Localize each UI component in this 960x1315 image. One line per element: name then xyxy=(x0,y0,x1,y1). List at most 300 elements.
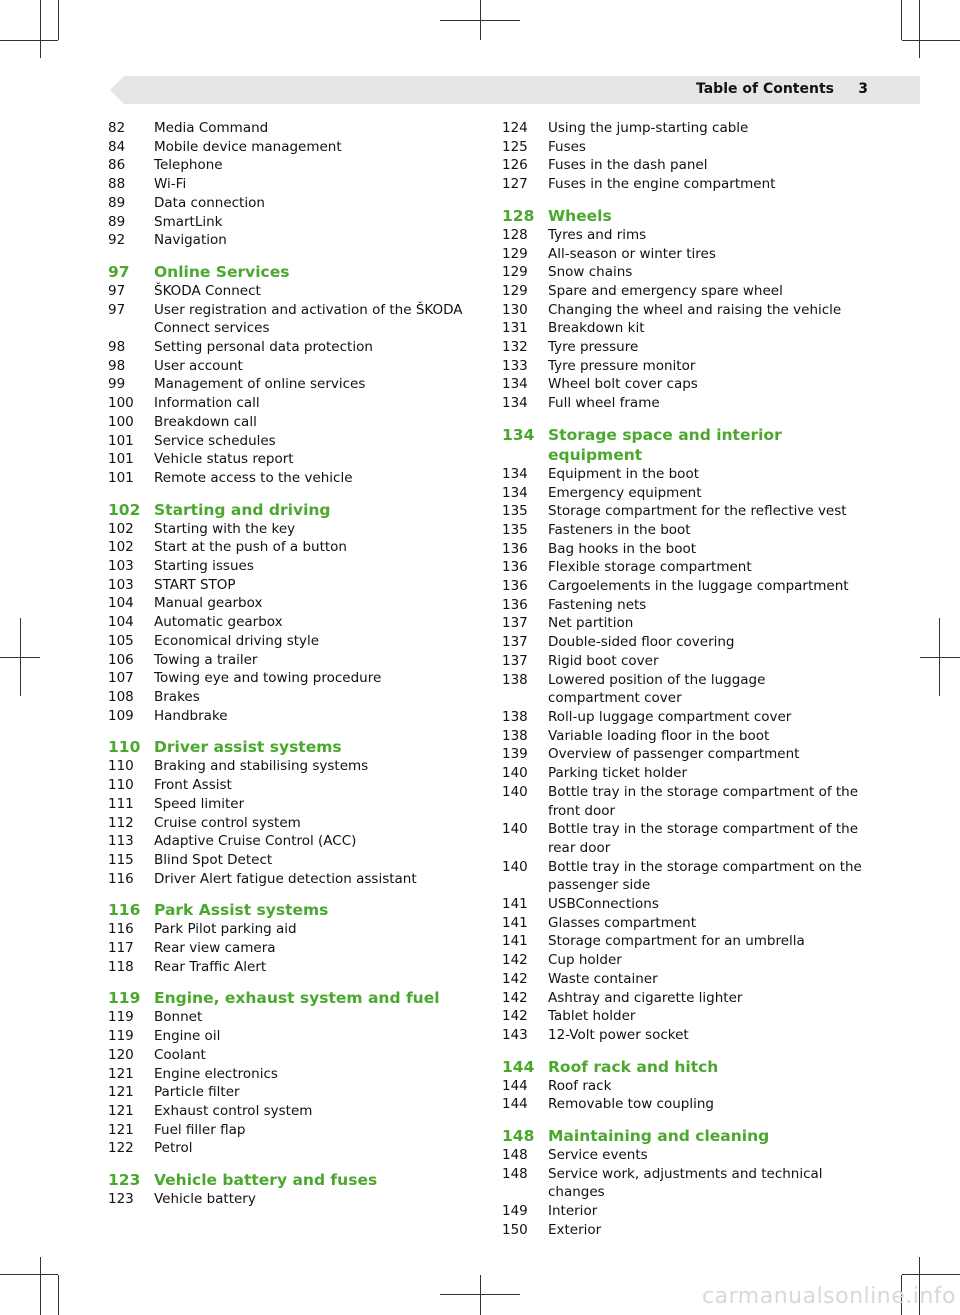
entry-title: Tablet holder xyxy=(548,1008,636,1025)
section-heading[interactable] xyxy=(502,1057,874,1077)
section-heading[interactable] xyxy=(502,206,874,226)
toc-entry[interactable] xyxy=(108,394,480,413)
toc-entry[interactable] xyxy=(108,357,480,376)
toc-entry[interactable] xyxy=(502,484,874,503)
entry-page-number: 138 xyxy=(502,727,528,744)
toc-entry[interactable] xyxy=(108,870,480,889)
entry-page-number: 124 xyxy=(502,120,528,136)
entry-title: Removable tow coupling xyxy=(548,1096,714,1113)
entry-title: Starting issues xyxy=(154,558,254,575)
toc-entry[interactable] xyxy=(108,757,480,776)
toc-entry[interactable] xyxy=(502,282,874,301)
entry-title: Cruise control system xyxy=(154,814,301,831)
toc-entry[interactable] xyxy=(108,1065,480,1084)
entry-title: Net partition xyxy=(548,615,634,632)
toc-section xyxy=(108,737,480,888)
toc-entry[interactable] xyxy=(108,939,480,958)
entry-title: Towing a trailer xyxy=(154,651,258,668)
entry-title: Interior xyxy=(548,1203,598,1220)
entry-title: Tyre pressure xyxy=(548,339,639,356)
entry-page-number: 119 xyxy=(108,1009,134,1026)
section-page-number: 128 xyxy=(502,206,535,225)
entry-page-number: 136 xyxy=(502,559,528,576)
entry-title: Roof rack xyxy=(548,1077,612,1094)
entry-page-number: 134 xyxy=(502,376,528,393)
crop-mark xyxy=(920,657,960,658)
toc-section xyxy=(108,1170,480,1209)
entry-title: Particle filter xyxy=(154,1084,240,1101)
entry-page-number: 112 xyxy=(108,814,134,831)
crop-mark xyxy=(58,0,59,40)
section-heading[interactable] xyxy=(502,425,874,465)
toc-entry[interactable] xyxy=(108,538,480,557)
toc-entry[interactable] xyxy=(502,858,874,895)
entry-page-number: 134 xyxy=(502,395,528,412)
toc-entry[interactable] xyxy=(502,1095,874,1114)
toc-entry[interactable] xyxy=(502,521,874,540)
entry-page-number: 116 xyxy=(108,921,134,938)
entry-title: User registration and activation of the ŠKODA Connect services xyxy=(154,301,463,337)
section-title: Roof rack and hitch xyxy=(548,1057,719,1076)
entry-title: Telephone xyxy=(154,157,223,174)
entry-page-number: 100 xyxy=(108,395,134,412)
entry-title: Using the jump-starting cable xyxy=(548,120,749,136)
section-page-number: 110 xyxy=(108,738,141,757)
toc-entry[interactable] xyxy=(502,820,874,857)
entry-title: Coolant xyxy=(154,1046,206,1063)
toc-entry[interactable] xyxy=(502,895,874,914)
entry-title: Ashtray and cigarette lighter xyxy=(548,989,743,1006)
entry-title: Rigid boot cover xyxy=(548,652,659,669)
toc-entry[interactable] xyxy=(502,1077,874,1096)
toc-entry[interactable] xyxy=(108,282,480,301)
entry-title: Full wheel frame xyxy=(548,395,660,412)
entry-title: Data connection xyxy=(154,194,265,211)
entry-title: Exhaust control system xyxy=(154,1102,313,1119)
entry-page-number: 102 xyxy=(108,520,134,537)
toc-section xyxy=(108,119,480,250)
entry-page-number: 111 xyxy=(108,795,134,812)
toc-section xyxy=(502,1057,874,1114)
toc-entry[interactable] xyxy=(502,263,874,282)
toc-entry[interactable] xyxy=(502,394,874,413)
entry-page-number: 140 xyxy=(502,858,528,875)
entry-title: Waste container xyxy=(548,970,658,987)
crop-mark xyxy=(939,618,940,696)
entry-page-number: 98 xyxy=(108,339,126,356)
entry-title: Start at the push of a button xyxy=(154,539,347,556)
entry-title: Adaptive Cruise Control (ACC) xyxy=(154,833,357,850)
section-page-number: 144 xyxy=(502,1057,535,1076)
section-page-number: 116 xyxy=(108,901,141,920)
entry-title: Fuses in the dash panel xyxy=(548,157,708,174)
crop-mark xyxy=(20,618,21,696)
entry-title: Tyres and rims xyxy=(548,226,647,243)
entry-title: Service schedules xyxy=(154,432,276,449)
entry-title: Breakdown call xyxy=(154,413,257,430)
toc-entry[interactable] xyxy=(502,301,874,320)
toc-section xyxy=(108,262,480,488)
entry-page-number: 141 xyxy=(502,914,528,931)
toc-entry[interactable] xyxy=(108,1046,480,1065)
entry-page-number: 141 xyxy=(502,933,528,950)
entry-page-number: 100 xyxy=(108,413,134,430)
entry-page-number: 89 xyxy=(108,194,126,211)
entry-title: START STOP xyxy=(154,576,236,593)
section-page-number: 97 xyxy=(108,262,130,281)
entry-page-number: 125 xyxy=(502,138,528,155)
toc-entry[interactable] xyxy=(108,450,480,469)
entry-page-number: 134 xyxy=(502,465,528,482)
entry-page-number: 148 xyxy=(502,1165,528,1182)
toc-entry[interactable] xyxy=(502,540,874,559)
toc-entry[interactable] xyxy=(502,558,874,577)
entry-title: Service work, adjustments and technical changes xyxy=(548,1165,823,1201)
entry-page-number: 130 xyxy=(502,301,528,318)
toc-entry[interactable] xyxy=(502,226,874,245)
entry-page-number: 104 xyxy=(108,614,134,631)
toc-entry[interactable] xyxy=(108,175,480,194)
entry-page-number: 140 xyxy=(502,821,528,838)
toc-entry[interactable] xyxy=(108,301,480,338)
entry-title: Variable loading floor in the boot xyxy=(548,727,770,744)
entry-title: Exterior xyxy=(548,1221,602,1238)
section-page-number: 119 xyxy=(108,989,141,1008)
entry-title: Engine oil xyxy=(154,1028,221,1045)
toc-entry[interactable] xyxy=(108,520,480,539)
section-heading[interactable] xyxy=(108,737,480,757)
entry-page-number: 140 xyxy=(502,783,528,800)
toc-entry[interactable] xyxy=(108,1083,480,1102)
toc-entry[interactable] xyxy=(108,1190,480,1209)
toc-entry[interactable] xyxy=(502,951,874,970)
toc-entry[interactable] xyxy=(502,1165,874,1202)
entry-page-number: 120 xyxy=(108,1046,134,1063)
entry-page-number: 89 xyxy=(108,213,126,230)
entry-title: SmartLink xyxy=(154,213,223,230)
entry-page-number: 128 xyxy=(502,226,528,243)
entry-title: Remote access to the vehicle xyxy=(154,469,353,486)
entry-page-number: 127 xyxy=(502,176,528,193)
entry-title: Lowered position of the luggage compartment cover xyxy=(548,671,766,707)
toc-section xyxy=(502,206,874,413)
entry-title: Storage compartment for the reflective vest xyxy=(548,503,847,520)
section-page-number: 148 xyxy=(502,1127,535,1146)
entry-page-number: 119 xyxy=(108,1028,134,1045)
entry-page-number: 86 xyxy=(108,157,126,174)
entry-page-number: 135 xyxy=(502,503,528,520)
entry-page-number: 101 xyxy=(108,451,134,468)
toc-entry[interactable] xyxy=(108,194,480,213)
toc-entry[interactable] xyxy=(502,727,874,746)
entry-title: Overview of passenger compartment xyxy=(548,746,800,763)
toc-entry[interactable] xyxy=(502,119,874,138)
section-heading[interactable] xyxy=(108,262,480,282)
entry-page-number: 142 xyxy=(502,952,528,969)
entry-title: Vehicle battery xyxy=(154,1191,256,1208)
entry-title: User account xyxy=(154,357,243,374)
toc-entry[interactable] xyxy=(108,1102,480,1121)
entry-page-number: 98 xyxy=(108,357,126,374)
entry-title: Navigation xyxy=(154,232,227,249)
toc-entry[interactable] xyxy=(502,596,874,615)
entry-title: Brakes xyxy=(154,688,200,705)
section-heading[interactable] xyxy=(108,988,480,1008)
section-page-number: 123 xyxy=(108,1171,141,1190)
toc-entry[interactable] xyxy=(502,970,874,989)
entry-page-number: 113 xyxy=(108,833,134,850)
section-title: Starting and driving xyxy=(154,500,331,519)
toc-entry[interactable] xyxy=(502,577,874,596)
entry-page-number: 137 xyxy=(502,634,528,651)
crop-mark xyxy=(902,40,960,41)
entry-title: Fuses in the engine compartment xyxy=(548,176,776,193)
entry-title: Driver Alert fatigue detection assistant xyxy=(154,870,417,887)
entry-page-number: 101 xyxy=(108,469,134,486)
toc-entry[interactable] xyxy=(108,338,480,357)
toc-entry[interactable] xyxy=(502,914,874,933)
section-page-number: 102 xyxy=(108,500,141,519)
entry-page-number: 129 xyxy=(502,264,528,281)
entry-title: Snow chains xyxy=(548,264,633,281)
section-title: Engine, exhaust system and fuel xyxy=(154,989,440,1008)
entry-title: Glasses compartment xyxy=(548,914,697,931)
entry-page-number: 129 xyxy=(502,245,528,262)
entry-title: Bottle tray in the storage compartment of the front door xyxy=(548,783,859,819)
toc-entry[interactable] xyxy=(502,319,874,338)
toc-entry[interactable] xyxy=(502,764,874,783)
entry-title: Bonnet xyxy=(154,1009,203,1026)
toc-entry[interactable] xyxy=(502,1026,874,1045)
entry-page-number: 121 xyxy=(108,1084,134,1101)
entry-title: Mobile device management xyxy=(154,138,342,155)
toc-entry[interactable] xyxy=(502,375,874,394)
toc-entry[interactable] xyxy=(108,651,480,670)
entry-page-number: 117 xyxy=(108,940,134,957)
toc-entry[interactable] xyxy=(502,932,874,951)
entry-title: Storage compartment for an umbrella xyxy=(548,933,805,950)
toc-entry[interactable] xyxy=(502,708,874,727)
entry-title: Starting with the key xyxy=(154,520,296,537)
entry-title: Rear view camera xyxy=(154,940,276,957)
toc-entry[interactable] xyxy=(502,633,874,652)
entry-page-number: 121 xyxy=(108,1065,134,1082)
entry-page-number: 88 xyxy=(108,176,126,193)
entry-page-number: 138 xyxy=(502,708,528,725)
toc-entry[interactable] xyxy=(502,1221,874,1240)
toc-entry[interactable] xyxy=(502,652,874,671)
crop-mark xyxy=(58,1275,59,1315)
toc-entry[interactable] xyxy=(108,375,480,394)
toc-entry[interactable] xyxy=(108,832,480,851)
entry-page-number: 135 xyxy=(502,521,528,538)
entry-title: Economical driving style xyxy=(154,632,320,649)
section-title: Storage space and interior equipment xyxy=(548,425,782,464)
toc-entry[interactable] xyxy=(108,594,480,613)
section-title: Online Services xyxy=(154,262,290,281)
toc-entry[interactable] xyxy=(108,669,480,688)
crop-mark xyxy=(901,0,902,40)
toc-entry[interactable] xyxy=(502,671,874,708)
entry-title: Bottle tray in the storage compartment on the passenger side xyxy=(548,858,862,894)
toc-entry[interactable] xyxy=(108,1027,480,1046)
entry-page-number: 115 xyxy=(108,851,134,868)
entry-title: Automatic gearbox xyxy=(154,614,283,631)
toc-entry[interactable] xyxy=(108,231,480,250)
toc-entry[interactable] xyxy=(502,1007,874,1026)
entry-page-number: 101 xyxy=(108,432,134,449)
toc-entry[interactable] xyxy=(108,1008,480,1027)
entry-title: Handbrake xyxy=(154,707,228,724)
section-heading[interactable] xyxy=(502,1126,874,1146)
toc-entry[interactable] xyxy=(108,576,480,595)
toc-section xyxy=(108,500,480,726)
entry-page-number: 144 xyxy=(502,1077,528,1094)
toc-entry[interactable] xyxy=(108,119,480,138)
entry-title: Flexible storage compartment xyxy=(548,559,752,576)
toc-entry[interactable] xyxy=(502,1202,874,1221)
entry-page-number: 109 xyxy=(108,707,134,724)
entry-title: Cup holder xyxy=(548,952,622,969)
entry-page-number: 136 xyxy=(502,578,528,595)
toc-entry[interactable] xyxy=(502,465,874,484)
entry-title: Spare and emergency spare wheel xyxy=(548,282,783,299)
toc-left-column xyxy=(108,119,480,1221)
entry-page-number: 129 xyxy=(502,282,528,299)
entry-page-number: 110 xyxy=(108,777,134,794)
toc-entry[interactable] xyxy=(108,432,480,451)
entry-page-number: 131 xyxy=(502,320,528,337)
entry-page-number: 84 xyxy=(108,138,126,155)
entry-page-number: 133 xyxy=(502,357,528,374)
crop-mark xyxy=(919,0,920,58)
section-heading[interactable] xyxy=(108,1170,480,1190)
entry-title: Roll-up luggage compartment cover xyxy=(548,708,792,725)
entry-title: Parking ticket holder xyxy=(548,765,688,782)
entry-page-number: 136 xyxy=(502,596,528,613)
toc-section xyxy=(108,900,480,976)
entry-page-number: 97 xyxy=(108,282,126,299)
entry-page-number: 82 xyxy=(108,120,126,136)
section-title: Driver assist systems xyxy=(154,738,342,757)
entry-title: Wheel bolt cover caps xyxy=(548,376,698,393)
toc-entry[interactable] xyxy=(108,920,480,939)
entry-page-number: 149 xyxy=(502,1203,528,1220)
entry-page-number: 121 xyxy=(108,1121,134,1138)
toc-entry[interactable] xyxy=(502,156,874,175)
entry-title: Tyre pressure monitor xyxy=(548,357,696,374)
entry-page-number: 106 xyxy=(108,651,134,668)
toc-entry[interactable] xyxy=(502,745,874,764)
crop-mark xyxy=(0,1274,58,1275)
toc-entry[interactable] xyxy=(108,469,480,488)
entry-title: USBConnections xyxy=(548,896,659,913)
entry-title: Service events xyxy=(548,1147,648,1164)
toc-entry[interactable] xyxy=(108,1139,480,1158)
toc-entry[interactable] xyxy=(108,557,480,576)
toc-entry[interactable] xyxy=(108,213,480,232)
section-title: Wheels xyxy=(548,206,612,225)
section-heading[interactable] xyxy=(108,500,480,520)
toc-right-column xyxy=(502,119,874,1252)
entry-title: Speed limiter xyxy=(154,795,245,812)
toc-entry[interactable] xyxy=(502,1146,874,1165)
crop-mark xyxy=(902,1274,960,1275)
entry-title: Fuses xyxy=(548,138,586,155)
toc-entry[interactable] xyxy=(502,245,874,264)
toc-entry[interactable] xyxy=(502,138,874,157)
toc-entry[interactable] xyxy=(108,814,480,833)
toc-entry[interactable] xyxy=(108,1121,480,1140)
entry-page-number: 134 xyxy=(502,484,528,501)
entry-title: Fastening nets xyxy=(548,596,647,613)
entry-page-number: 136 xyxy=(502,540,528,557)
toc-entry[interactable] xyxy=(108,156,480,175)
toc-entry[interactable] xyxy=(108,613,480,632)
toc-entry[interactable] xyxy=(502,989,874,1008)
entry-title: ŠKODA Connect xyxy=(154,282,261,299)
entry-title: Park Pilot parking aid xyxy=(154,921,297,938)
entry-title: All-season or winter tires xyxy=(548,245,716,262)
toc-entry[interactable] xyxy=(108,138,480,157)
entry-page-number: 150 xyxy=(502,1221,528,1238)
entry-page-number: 116 xyxy=(108,870,134,887)
toc-entry[interactable] xyxy=(108,776,480,795)
entry-page-number: 110 xyxy=(108,758,134,775)
entry-title: Manual gearbox xyxy=(154,595,263,612)
crop-mark xyxy=(0,40,58,41)
entry-title: Breakdown kit xyxy=(548,320,645,337)
entry-title: Emergency equipment xyxy=(548,484,702,501)
toc-entry[interactable] xyxy=(108,851,480,870)
entry-title: 12-Volt power socket xyxy=(548,1026,689,1043)
toc-entry[interactable] xyxy=(502,357,874,376)
entry-page-number: 143 xyxy=(502,1026,528,1043)
entry-page-number: 92 xyxy=(108,232,126,249)
page-title: Table of Contents xyxy=(695,81,834,97)
entry-title: Equipment in the boot xyxy=(548,465,699,482)
toc-entry[interactable] xyxy=(108,413,480,432)
entry-page-number: 132 xyxy=(502,339,528,356)
section-title: Park Assist systems xyxy=(154,901,329,920)
section-title: Vehicle battery and fuses xyxy=(154,1171,378,1190)
toc-section xyxy=(502,1126,874,1240)
page-number: 3 xyxy=(858,81,868,97)
toc-entry[interactable] xyxy=(502,783,874,820)
toc-entry[interactable] xyxy=(502,614,874,633)
toc-entry[interactable] xyxy=(108,795,480,814)
toc-entry[interactable] xyxy=(108,632,480,651)
entry-page-number: 123 xyxy=(108,1191,134,1208)
toc-entry[interactable] xyxy=(502,338,874,357)
entry-page-number: 122 xyxy=(108,1140,134,1157)
section-heading[interactable] xyxy=(108,900,480,920)
entry-title: Information call xyxy=(154,395,260,412)
watermark: carmanualsonline.info xyxy=(702,1284,956,1309)
entry-page-number: 137 xyxy=(502,615,528,632)
entry-title: Rear Traffic Alert xyxy=(154,958,267,975)
entry-page-number: 144 xyxy=(502,1096,528,1113)
entry-page-number: 142 xyxy=(502,1008,528,1025)
toc-entry[interactable] xyxy=(108,707,480,726)
toc-entry[interactable] xyxy=(108,688,480,707)
entry-title: Changing the wheel and raising the vehicle xyxy=(548,301,842,318)
toc-entry[interactable] xyxy=(502,175,874,194)
toc-entry[interactable] xyxy=(502,502,874,521)
toc-entry[interactable] xyxy=(108,958,480,977)
entry-page-number: 104 xyxy=(108,595,134,612)
entry-title: Front Assist xyxy=(154,777,232,794)
